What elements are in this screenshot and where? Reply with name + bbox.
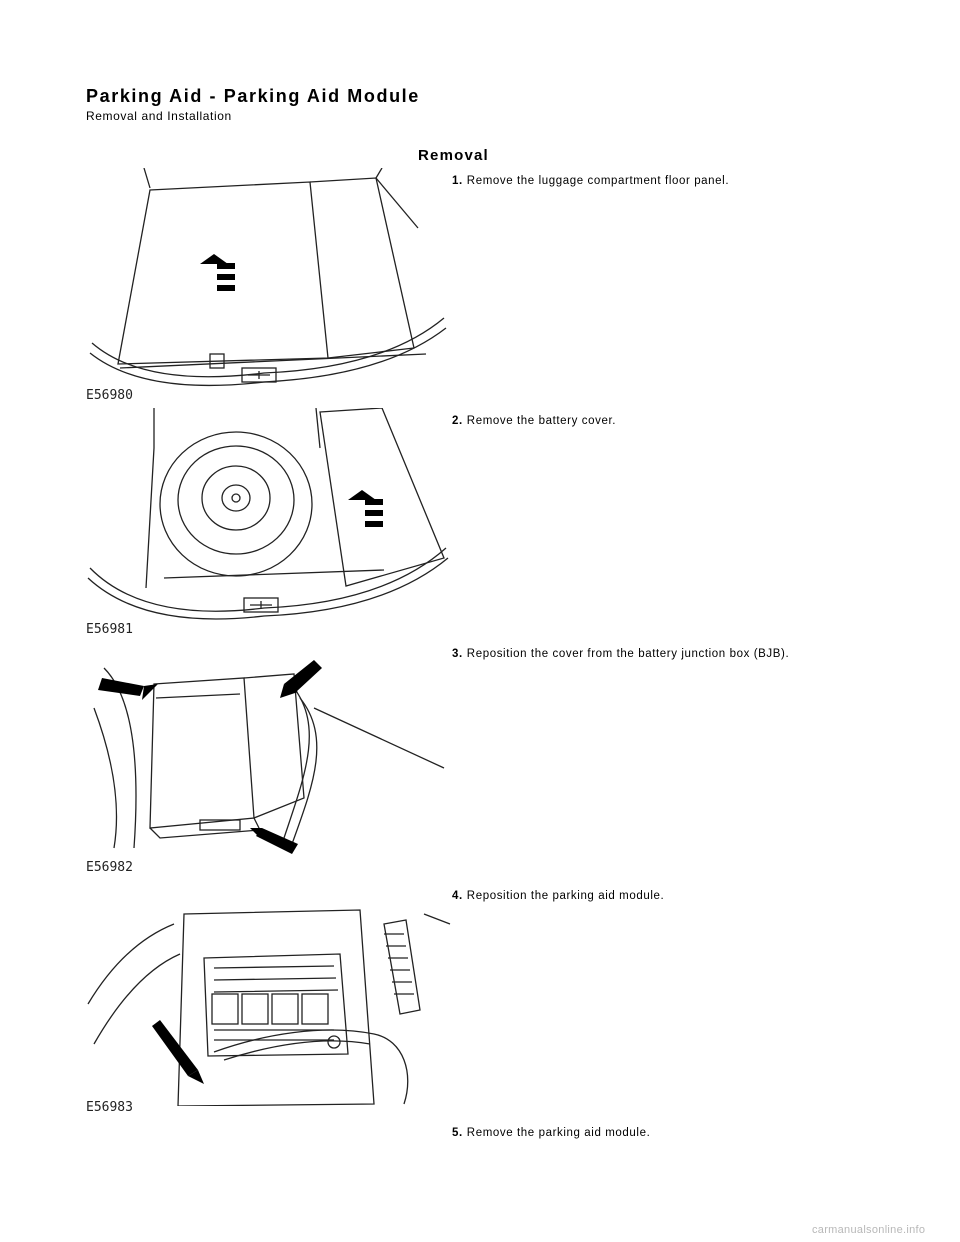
section-title: Removal xyxy=(418,147,489,164)
step-1 xyxy=(452,175,729,187)
figure-4-illustration xyxy=(84,884,452,1120)
step-3 xyxy=(452,648,789,660)
step-2 xyxy=(452,415,616,427)
step-text: Reposition the cover from the battery junction box (BJB). xyxy=(466,648,790,660)
figure-2-illustration xyxy=(84,408,452,640)
step-number: 3. xyxy=(452,648,463,660)
step-4 xyxy=(452,890,664,902)
page-subtitle: Removal and Installation xyxy=(86,109,232,123)
figure-3-illustration xyxy=(84,648,452,880)
step-5 xyxy=(452,1127,650,1139)
step-number: 4. xyxy=(452,890,463,902)
step-text: Remove the battery cover. xyxy=(466,415,617,427)
watermark: carmanualsonline.info xyxy=(812,1224,926,1236)
figure-1-illustration xyxy=(84,168,452,406)
step-text: Remove the parking aid module. xyxy=(466,1127,651,1139)
figure-id-label: E56983 xyxy=(86,1100,133,1115)
figure-id-label: E56982 xyxy=(86,860,133,875)
page-title: Parking Aid - Parking Aid Module xyxy=(86,86,420,106)
step-text: Reposition the parking aid module. xyxy=(466,890,665,902)
figure-id-label: E56981 xyxy=(86,622,133,637)
step-text: Remove the luggage compartment floor panel. xyxy=(466,175,730,187)
step-number: 5. xyxy=(452,1127,463,1139)
step-number: 2. xyxy=(452,415,463,427)
step-number: 1. xyxy=(452,175,463,187)
figure-id-label: E56980 xyxy=(86,388,133,403)
